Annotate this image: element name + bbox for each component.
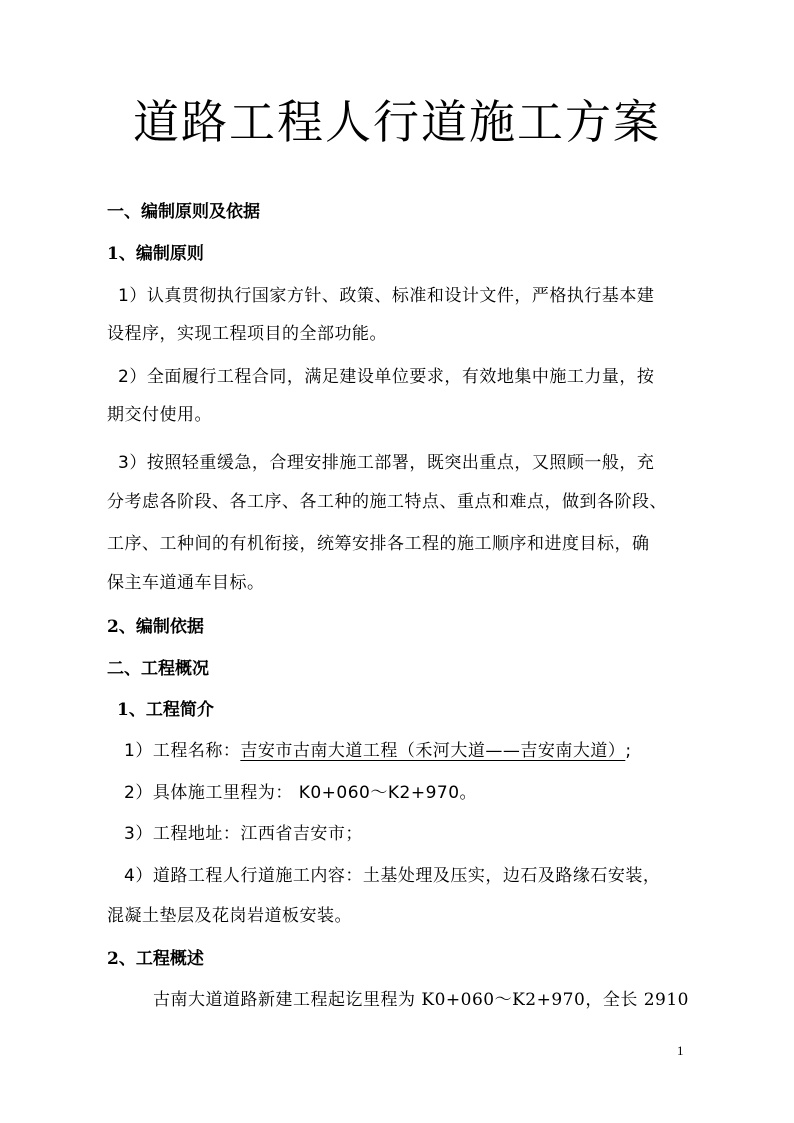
paragraph-line: 设程序，实现工程项目的全部功能。 [107, 324, 387, 344]
page-number: 1 [677, 1043, 684, 1058]
subsection-heading-overview: 2、工程概述 [107, 949, 204, 969]
list-item: 2）具体施工里程为： K0+060～K2+970。 [124, 783, 478, 803]
section-heading-2: 二、工程概况 [107, 659, 209, 679]
project-name: 吉安市古南大道工程（禾河大道——吉安南大道） [240, 741, 626, 761]
paragraph-line: 分考虑各阶段、各工序、各工种的施工特点、重点和难点，做到各阶段、 [107, 492, 667, 512]
paragraph-line: 2）全面履行工程合同，满足建设单位要求，有效地集中施工力量，按 [118, 367, 655, 387]
paragraph-line: 3）按照轻重缓急，合理安排施工部署，既突出重点，又照顾一般，充 [118, 453, 655, 473]
paragraph-line: 保主车道通车目标。 [107, 573, 265, 593]
list-item: 混凝土垫层及花岗岩道板安装。 [107, 906, 352, 926]
paragraph-line: 工序、工种间的有机衔接，统筹安排各工程的施工顺序和进度目标，确 [107, 534, 650, 554]
section-heading-1: 一、编制原则及依据 [107, 202, 260, 222]
list-item [124, 738, 632, 764]
list-item: 3）工程地址：江西省吉安市； [124, 824, 363, 844]
list-item: 4）道路工程人行道施工内容：土基处理及压实，边石及路缘石安装， [124, 866, 661, 886]
paragraph-line: 1）认真贯彻执行国家方针、政策、标准和设计文件，严格执行基本建 [118, 286, 655, 306]
document-title: 道路工程人行道施工方案 [133, 95, 661, 149]
list-item-label: 1）工程名称： [124, 741, 241, 761]
list-item-end: ; [625, 741, 632, 761]
paragraph-line: 期交付使用。 [107, 405, 212, 425]
paragraph-line: 古南大道道路新建工程起讫里程为 K0+060～K2+970，全长 2910 [153, 990, 689, 1010]
subsection-heading-basis: 2、编制依据 [107, 617, 204, 637]
subsection-heading-principles: 1、编制原则 [107, 244, 204, 264]
subsection-heading-intro: 1、工程简介 [117, 700, 214, 720]
